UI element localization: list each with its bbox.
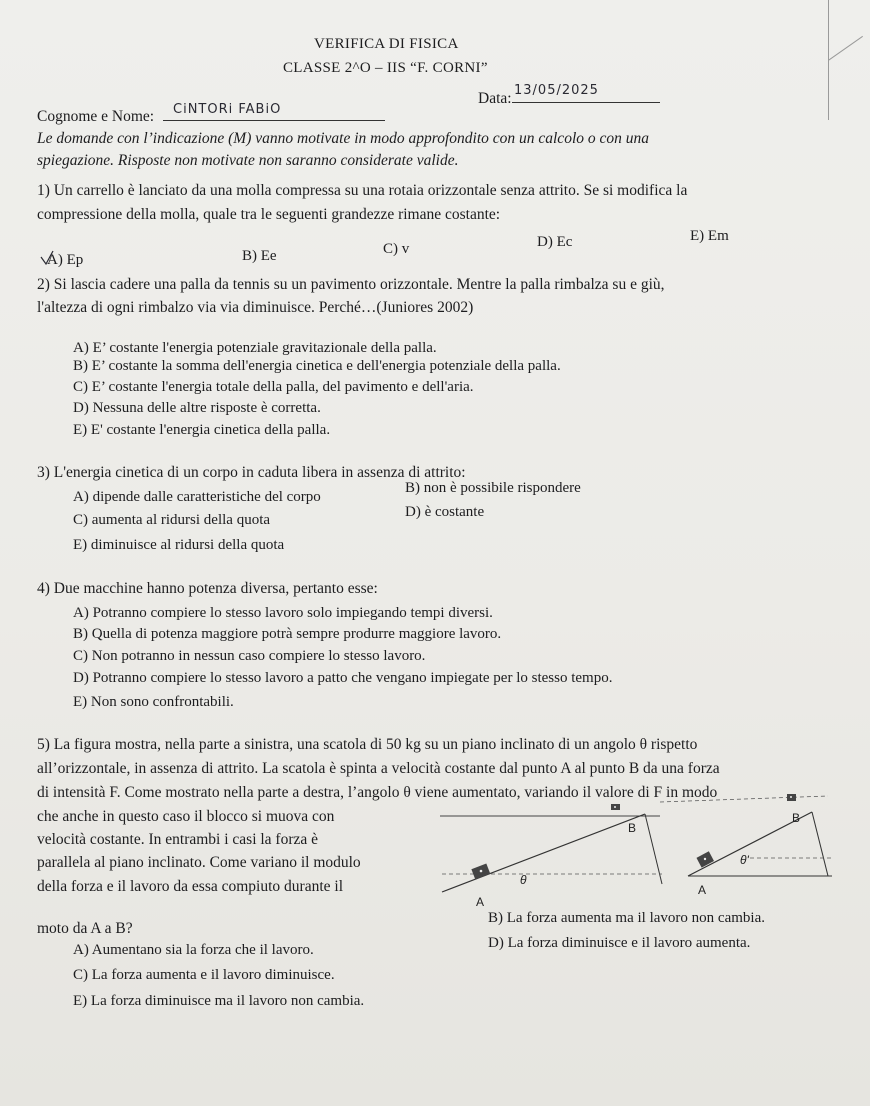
right-label-b: B <box>792 811 801 825</box>
q4-option-b[interactable]: B) Quella di potenza maggiore potrà sempre produrre maggiore lavoro. <box>73 626 502 642</box>
question-5-text: parallela al piano inclinato. Come variano il modulo <box>37 854 361 871</box>
left-incline <box>442 814 645 892</box>
right-top-line <box>660 796 828 802</box>
left-label-b: B <box>628 821 637 835</box>
question-2-text: 2) Si lascia cadere una palla da tennis su un pavimento orizzontale. Mentre la palla rimbalza su e giù, <box>37 276 665 293</box>
left-incline-side <box>645 814 662 884</box>
question-2-text: l'altezza di ogni rimbalzo via via diminuisce. Perché…(Juniores 2002) <box>37 299 474 316</box>
q3-option-c[interactable]: C) aumenta al ridursi della quota <box>73 512 271 528</box>
q3-option-b[interactable]: B) non è possibile rispondere <box>405 480 581 496</box>
page-title: VERIFICA DI FISICA <box>314 36 459 52</box>
q1-option-c[interactable]: C) v <box>383 241 410 257</box>
name-label: Cognome e Nome: <box>37 108 155 125</box>
page-edge-line <box>828 36 863 61</box>
instructions-line: Le domande con l’indicazione (M) vanno motivate in modo approfondito con un calcolo o con una <box>37 130 650 147</box>
right-label-theta: θ' <box>740 853 749 867</box>
q5-option-d[interactable]: D) La forza diminuisce e il lavoro aumenta. <box>488 935 751 951</box>
name-field[interactable] <box>163 100 385 121</box>
date-label: Data: <box>478 90 512 107</box>
q2-option-a[interactable]: A) E’ costante l'energia potenziale gravitazionale della palla. <box>73 340 437 356</box>
q2-option-d[interactable]: D) Nessuna delle altre risposte è corretta. <box>73 400 321 416</box>
q3-option-e[interactable]: E) diminuisce al ridursi della quota <box>73 537 285 553</box>
question-5-text: velocità costante. In entrambi i casi la forza è <box>37 831 319 848</box>
checkmark-icon <box>40 250 54 266</box>
question-5-text: 5) La figura mostra, nella parte a sinistra, una scatola di 50 kg su un piano inclinato di un angolo θ rispetto <box>37 736 698 753</box>
q1-option-e[interactable]: E) Em <box>690 228 729 244</box>
q1-option-d[interactable]: D) Ec <box>537 234 573 250</box>
question-4-text: 4) Due macchine hanno potenza diversa, pertanto esse: <box>37 580 378 597</box>
right-incline-side <box>812 812 828 876</box>
question-5-text: all’orizzontale, in assenza di attrito. La scatola è spinta a velocità costante dal punto A al punto B da una forza <box>37 760 720 777</box>
q1-option-a[interactable]: A) Ep <box>47 252 84 268</box>
q2-option-c[interactable]: C) E’ costante l'energia totale della palla, del pavimento e dell'aria. <box>73 379 474 395</box>
q4-option-a[interactable]: A) Potranno compiere lo stesso lavoro solo impiegando tempi diversi. <box>73 605 493 621</box>
left-label-theta: θ <box>520 873 527 887</box>
question-5-text: di intensità F. Come mostrato nella parte a destra, l’angolo θ viene aumentato, variando il valore di F in modo <box>37 784 718 801</box>
q1-option-b[interactable]: B) Ee <box>242 248 277 264</box>
left-label-a: A <box>476 895 485 909</box>
date-field[interactable] <box>512 80 660 103</box>
q3-option-d[interactable]: D) è costante <box>405 504 485 520</box>
q5-option-e[interactable]: E) La forza diminuisce ma il lavoro non cambia. <box>73 993 365 1009</box>
instructions-line: spiegazione. Risposte non motivate non saranno considerate valide. <box>37 152 459 169</box>
name-handwritten: CiNTORi FABiO <box>173 102 282 117</box>
inclined-plane-figure <box>440 788 840 910</box>
question-3-text: 3) L'energia cinetica di un corpo in caduta libera in assenza di attrito: <box>37 464 466 481</box>
right-label-a: A <box>698 883 707 897</box>
q3-option-a[interactable]: A) dipende dalle caratteristiche del corpo <box>73 489 321 505</box>
class-line: CLASSE 2^O – IIS “F. CORNI” <box>283 60 488 76</box>
question-5-text: che anche in questo caso il blocco si muova con <box>37 808 335 825</box>
q4-option-d[interactable]: D) Potranno compiere lo stesso lavoro a patto che vengano impiegate per lo stesso tempo. <box>73 670 613 686</box>
question-1-text: 1) Un carrello è lanciato da una molla compressa su una rotaia orizzontale senza attrito. Se si modifica la <box>37 182 688 199</box>
q4-option-c[interactable]: C) Non potranno in nessun caso compiere lo stesso lavoro. <box>73 648 426 664</box>
q2-option-b[interactable]: B) E’ costante la somma dell'energia cinetica e dell'energia potenziale della palla. <box>73 358 561 374</box>
q5-option-b[interactable]: B) La forza aumenta ma il lavoro non cambia. <box>488 910 765 926</box>
question-1-text: compressione della molla, quale tra le seguenti grandezze rimane costante: <box>37 206 501 223</box>
q4-option-e[interactable]: E) Non sono confrontabili. <box>73 694 234 710</box>
date-handwritten: 13/05/2025 <box>514 83 599 98</box>
q2-option-e[interactable]: E) E' costante l'energia cinetica della palla. <box>73 422 331 438</box>
question-5-text: moto da A a B? <box>37 920 133 937</box>
question-5-text: della forza e il lavoro da essa compiuto durante il <box>37 878 344 895</box>
q5-option-a[interactable]: A) Aumentano sia la forza che il lavoro. <box>73 942 314 958</box>
q5-option-c[interactable]: C) La forza aumenta e il lavoro diminuisce. <box>73 967 335 983</box>
